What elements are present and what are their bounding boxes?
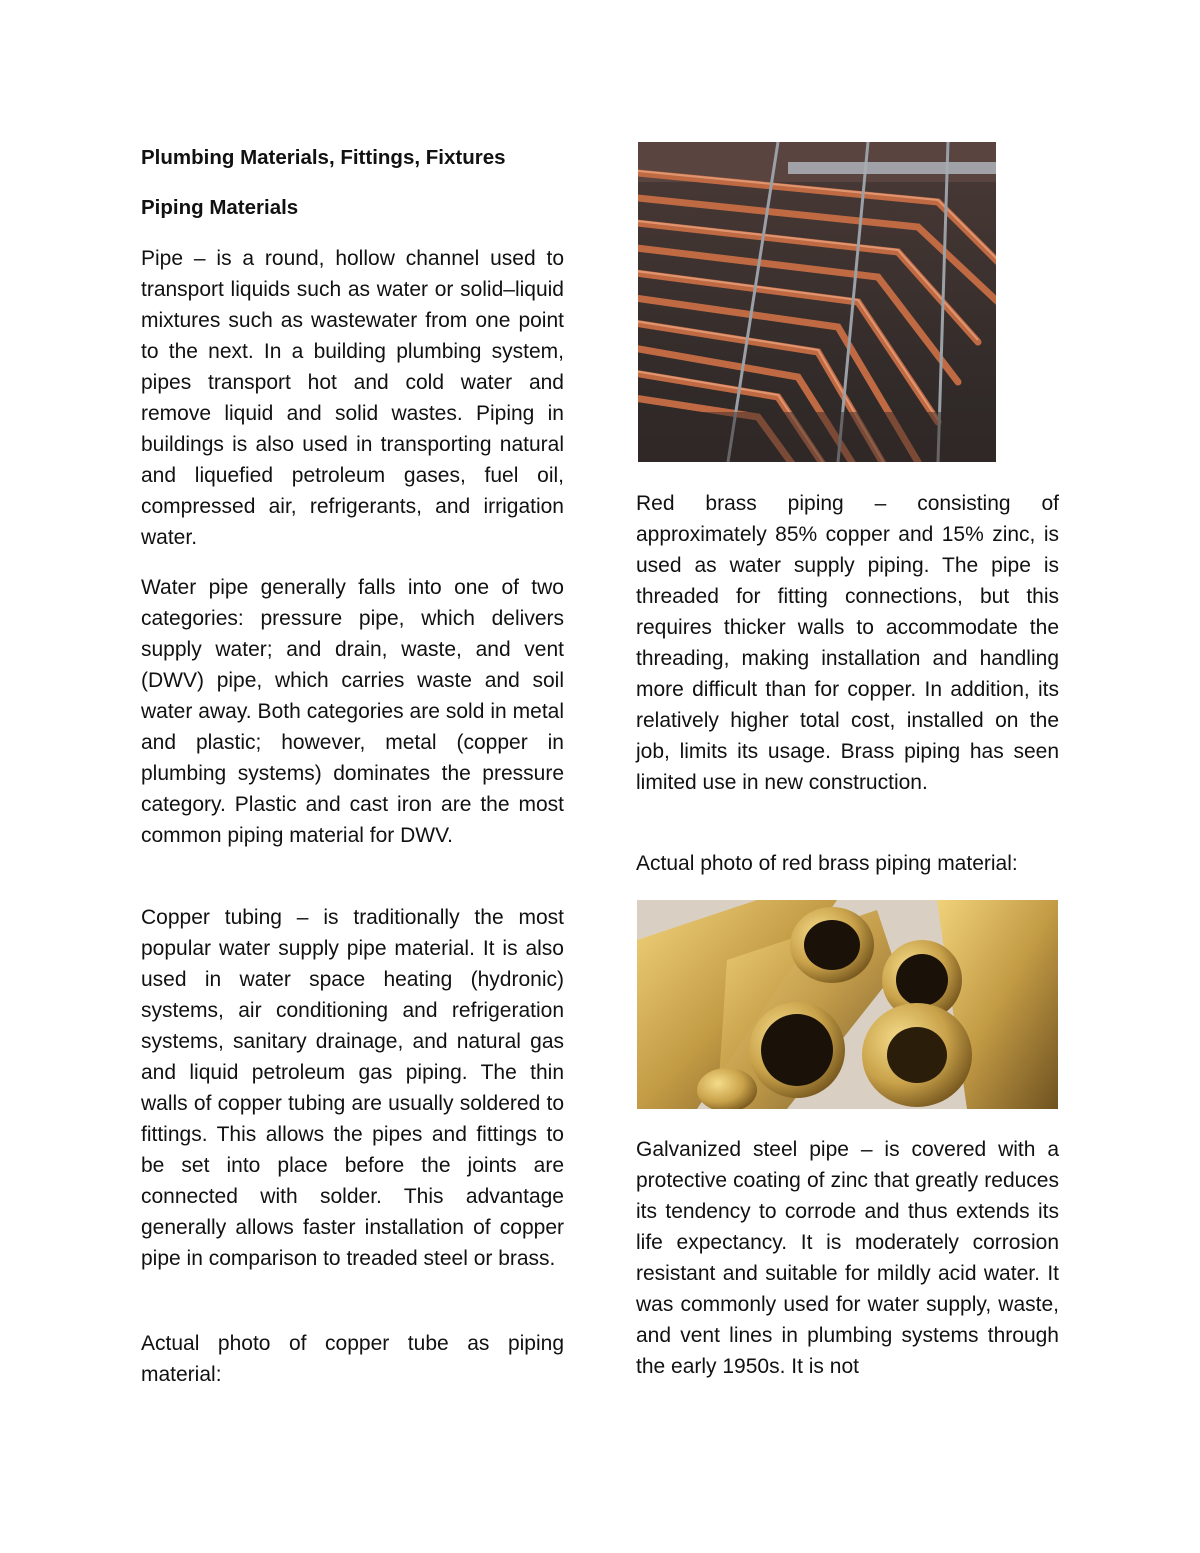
paragraph-copper-tubing: Copper tubing – is traditionally the most popular water supply pipe material. It is also used in water space heating (hydronic) systems, air conditioning and refrigeration systems, sanitary drainage, and natural gas and liquid petroleum gas piping. The thin walls of copper tubing are usually soldered to fittings. This allows the pipes and fittings to be set into place before the joints are connected with solder. This advantage generally allows faster installation of copper pipe in comparison to treaded steel or brass. [141,906,564,1270]
brass-pipes-photo [637,900,1058,1109]
caption-copper-tube-photo: Actual photo of copper tube as piping material: [141,1332,564,1386]
paragraph-water-pipe-categories: Water pipe generally falls into one of two categories: pressure pipe, which delivers supply water; and drain, waste, and vent (DWV) pipe, which carries waste and soil water away. Both categories are sold in metal and plastic; however, metal (copper in plumbing systems) dominates the pressure category. Plastic and cast iron are the most common piping material for DWV. [141,576,564,847]
paragraph-red-brass-piping: Red brass piping – consisting of approximately 85% copper and 15% zinc, is used as water supply piping. The pipe is threaded for fitting connections, but this requires thicker walls to accommodate the threading, making installation and handling more difficult than for copper. In addition, its relatively higher total cost, installed on the job, limits its usage. Brass piping has seen limited use in new construction. [636,492,1059,794]
copper-pipes-photo [638,142,996,462]
section-heading: Piping Materials [141,196,299,219]
caption-red-brass-photo: Actual photo of red brass piping material: [636,852,1018,875]
paragraph-galvanized-steel-pipe: Galvanized steel pipe – is covered with a protective coating of zinc that greatly reduces its tendency to corrode and thus extends its life expectancy. It is moderately corrosion resistant and suitable for mildly acid water. It was commonly used for water supply, waste, and vent lines in plumbing systems through the early 1950s. It is not [636,1138,1059,1378]
document-title: Plumbing Materials, Fittings, Fixtures [141,146,506,169]
paragraph-pipe-definition: Pipe – is a round, hollow channel used to transport liquids such as water or solid–liquid mixtures such as wastewater from one point to the next. In a building plumbing system, pipes transport hot and cold water and remove liquid and solid wastes. Piping in buildings is also used in transporting natural and liquefied petroleum gases, fuel oil, compressed air, refrigerants, and irrigation water. [141,247,564,549]
